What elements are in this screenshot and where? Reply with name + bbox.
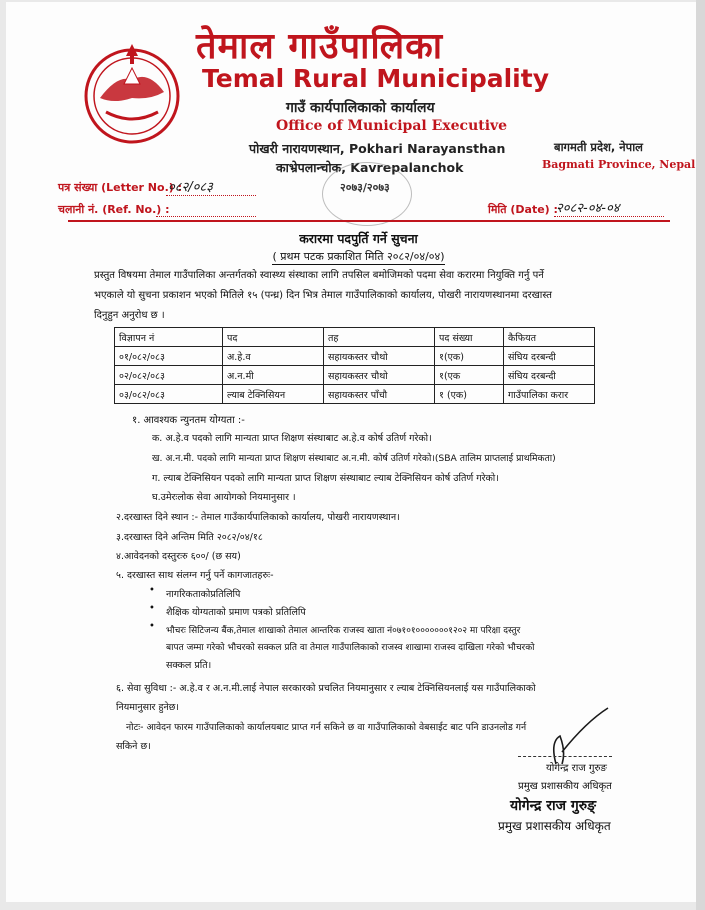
table-cell: सहायकस्तर पाँचौ <box>324 385 435 404</box>
date-dotline <box>554 215 664 217</box>
facility-line: नियमानुसार हुनेछ। <box>116 702 180 713</box>
intro-line: प्रस्तुत विषयमा तेमाल गाउँपालिका अन्तर्गतको स्वास्थ्य संस्थाका लागि तपसिल बमोजिमको पदमा सेवा करारमा नियुक्ति गर्नु पर्ने <box>94 270 544 281</box>
table-cell: सहायकस्तर चौथो <box>324 366 435 385</box>
stamp-number: २०७३/२०७३ <box>340 181 390 194</box>
table-cell: सहायकस्तर चौथो <box>324 347 435 366</box>
table-cell: १ (एक) <box>435 385 504 404</box>
vacancy-table <box>114 327 595 404</box>
note-line: नोटः- आवेदन फारम गाउँपालिकाको कार्यालयबाट प्राप्त गर्न सकिने छ वा गाउँपालिकाको वेबसाईट बाट पनि डाउनलोड गर्न <box>126 722 527 733</box>
address-line-2: काभ्रेपलान्चोक, Kavrepalanchok <box>276 160 464 175</box>
intro-line: दिनुहुन अनुरोध छ । <box>94 310 165 321</box>
table-header-cell: पद <box>223 328 324 347</box>
facility-line: ६. सेवा सुविधा :- अ.हे.व र अ.न.मी.लाई नेपाल सरकारको प्रचलित नियमानुसार र ल्याब टेक्निसियनलाई यस गाउँपालिकाको <box>116 683 536 694</box>
signatory-title-small: प्रमुख प्रशासकीय अधिकृत <box>518 781 612 792</box>
bullet-icon: • <box>149 585 155 596</box>
notice-subtitle: ( प्रथम पटक प्रकाशित मिति २०८२/०४/०४) <box>272 250 445 263</box>
table-header-cell: कैफियत <box>504 328 595 347</box>
bullet-icon: • <box>149 603 155 614</box>
signatory-title: प्रमुख प्रशासकीय अधिकृत <box>498 819 611 833</box>
requirement-item: ख. अ.न.मी. पदको लागि मान्यता प्राप्त शिक्षण संस्थाबाट अ.न.मी. कोर्ष उतिर्ण गरेको।(SBA तालिम प्राप्तलाई प्राथमिकता) <box>152 453 556 464</box>
table-cell: ल्याब टेक्निसियन <box>223 385 324 404</box>
letter-no-value: ०८२/०८३ <box>168 180 213 195</box>
document-item: नागरिकताकोप्रतिलिपि <box>166 589 241 600</box>
point-item: ४.आवेदनको दस्तुरःरु ६००/ (छ सय) <box>116 551 241 562</box>
page-edge <box>696 0 705 910</box>
document-item: भौचरः सिटिजन्य बैंक,तेमाल शाखाको तेमाल आन्तरिक राजस्व खाता नं०७१०१०००००००१२०२ मा परिक्षा दस्तुर <box>166 626 521 636</box>
table-header-cell: तह <box>324 328 435 347</box>
bullet-icon: • <box>149 621 155 632</box>
office-name-en: Office of Municipal Executive <box>276 118 508 134</box>
table-header-cell: पद संख्या <box>435 328 504 347</box>
date-label: मिति (Date) : <box>488 203 558 216</box>
province-np: बागमती प्रदेश, नेपाल <box>554 140 643 154</box>
point-item: ५. दरखास्त साथ संलग्न गर्नु पर्ने कागजातहरुः- <box>116 570 274 581</box>
notice-title: करारमा पदपुर्ति गर्ने सुचना <box>299 231 418 246</box>
table-row <box>115 385 595 404</box>
table-cell: ०३/०८२/०८३ <box>115 385 223 404</box>
province-en: Bagmati Province, Nepal <box>542 158 696 171</box>
letter-no-dotline <box>166 194 256 196</box>
signature-line <box>518 756 612 757</box>
ref-no-label: चलानी नं. (Ref. No.) : <box>58 203 170 216</box>
point-item: ३.दरखास्त दिने अन्तिम मिति २०८२/०४/१८ <box>116 532 263 543</box>
point-item: २.दरखास्त दिने स्थान :- तेमाल गाउँकार्यपालिकाको कार्यालय, पोखरी नारायणस्थान। <box>116 512 400 523</box>
document-item: सक्कल प्रति। <box>166 660 212 671</box>
requirements-heading: १. आवश्यक न्युनतम योग्यता :- <box>132 415 245 426</box>
address-line-1: पोखरी नारायणस्थान, Pokhari Narayansthan <box>249 141 506 156</box>
note-line: सकिने छ। <box>116 741 151 752</box>
table-header-cell: विज्ञापन नं <box>115 328 223 347</box>
table-cell: ०२/०८२/०८३ <box>115 366 223 385</box>
table-cell: संघिय दरबन्दी <box>504 347 595 366</box>
table-header-row <box>115 328 595 347</box>
table-cell: १(एक <box>435 366 504 385</box>
signatory-name: योगेन्द्र राज गुरुङ् <box>510 798 597 814</box>
letter-no-label: पत्र संख्या (Letter No.) : <box>58 181 183 194</box>
notice-intro <box>94 266 634 326</box>
requirement-item: घ.उमेरःलोक सेवा आयोगको नियमानुसार । <box>152 492 296 503</box>
municipality-emblem-icon <box>78 40 186 148</box>
table-cell: १(एक) <box>435 347 504 366</box>
table-row <box>115 366 595 385</box>
municipality-name-np: तेमाल गाउँपालिका <box>196 26 444 67</box>
requirement-item: क. अ.हे.व पदको लागि मान्यता प्राप्त शिक्षण संस्थाबाट अ.हे.व कोर्ष उतिर्ण गरेको। <box>152 433 432 444</box>
date-value: २०८२-०४-०४ <box>556 201 620 216</box>
notice-document <box>6 2 696 902</box>
table-cell: गाउँपालिका करार <box>504 385 595 404</box>
signatory-name-small: योगेन्द्र राज गुरुङ <box>546 763 607 774</box>
header-divider <box>68 220 670 222</box>
ref-no-dotline <box>156 215 256 217</box>
requirement-item: ग. ल्याब टेक्निसियन पदको लागि मान्यता प्राप्त शिक्षण संस्थाबाट ल्याब टेक्निसियन कोर्ष उतिर्ण गरेको। <box>152 473 499 484</box>
table-cell: संघिय दरबन्दी <box>504 366 595 385</box>
table-cell: अ.न.मी <box>223 366 324 385</box>
table-cell: ०१/०८२/०८३ <box>115 347 223 366</box>
intro-line: भएकाले यो सुचना प्रकाशन भएको मितिले १५ (पन्ध्र) दिन भित्र तेमाल गाउँपालिकाको कार्यालय, पोखरी नारायणस्थानमा दरखास्त <box>94 290 552 301</box>
office-name-np: गाउँ कार्यपालिकाको कार्यालय <box>286 100 435 116</box>
document-item: शैक्षिक योग्यताको प्रमाण पत्रको प्रतिलिपि <box>166 607 306 618</box>
document-item: बापत जम्मा गरेको भौचरको सक्कल प्रति वा तेमाल गाउँपालिकाको राजस्व शाखामा राजस्व दाखिला गरेको भौचरको <box>166 643 535 653</box>
table-row <box>115 347 595 366</box>
table-cell: अ.हे.व <box>223 347 324 366</box>
municipality-name-en: Temal Rural Municipality <box>202 64 549 93</box>
